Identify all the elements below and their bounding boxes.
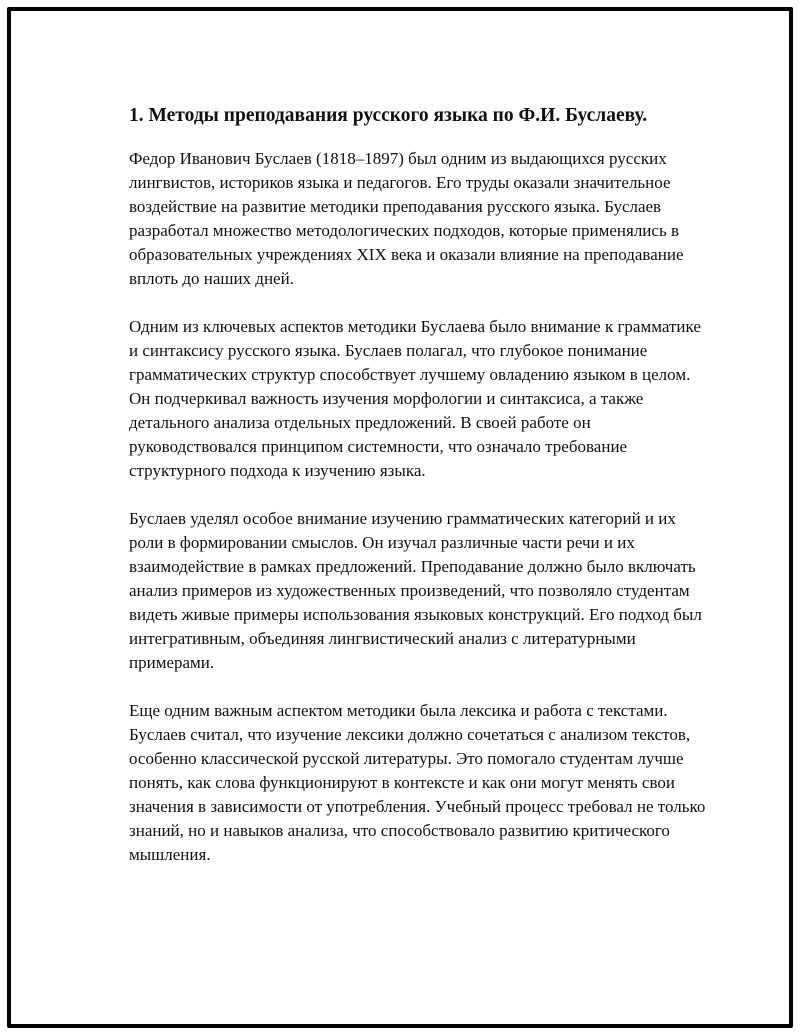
page-frame (7, 7, 793, 1028)
document-body (129, 103, 709, 891)
paragraph-4: Еще одним важным аспектом методики была лексика и работа с текстами. Буслаев считал, что изучение лексики должно сочетаться с анализом текстов, особенно классической русской литературы. Это помогало студентам лучше понять, как слова функционируют в контексте и как они могут менять свои значения в зависимости от употребления. Учебный процесс требовал не только знаний, но и навыков анализа, что способствовало развитию критического мышления. (129, 701, 706, 864)
paragraph-3: Буслаев уделял особое внимание изучению грамматических категорий и их роли в формировании смыслов. Он изучал различные части речи и их взаимодействие в рамках предложений. Преподавание должно было включать анализ примеров из художественных произведений, что позволяло студентам видеть живые примеры использования языковых конструкций. Его подход был интегративным, объединяя лингвистический анализ с литературными примерами. (129, 509, 702, 672)
paragraph-1: Федор Иванович Буслаев (1818–1897) был одним из выдающихся русских лингвистов, историков языка и педагогов. Его труды оказали значительное воздействие на развитие методики преподавания русского языка. Буслаев разработал множество методологических подходов, которые применялись в образовательных учреждениях XIX века и оказали влияние на преподавание вплоть до наших дней. (129, 149, 684, 288)
document-title: 1. Методы преподавания русского языка по Ф.И. Буслаеву. (129, 105, 648, 126)
paragraph-2: Одним из ключевых аспектов методики Буслаева было внимание к грамматике и синтаксису русского языка. Буслаев полагал, что глубокое понимание грамматических структур способствует лучшему овладению языком в целом. Он подчеркивал важность изучения морфологии и синтаксиса, а также детального анализа отдельных предложений. В своей работе он руководствовался принципом системности, что означало требование структурного подхода к изучению языка. (129, 317, 701, 480)
